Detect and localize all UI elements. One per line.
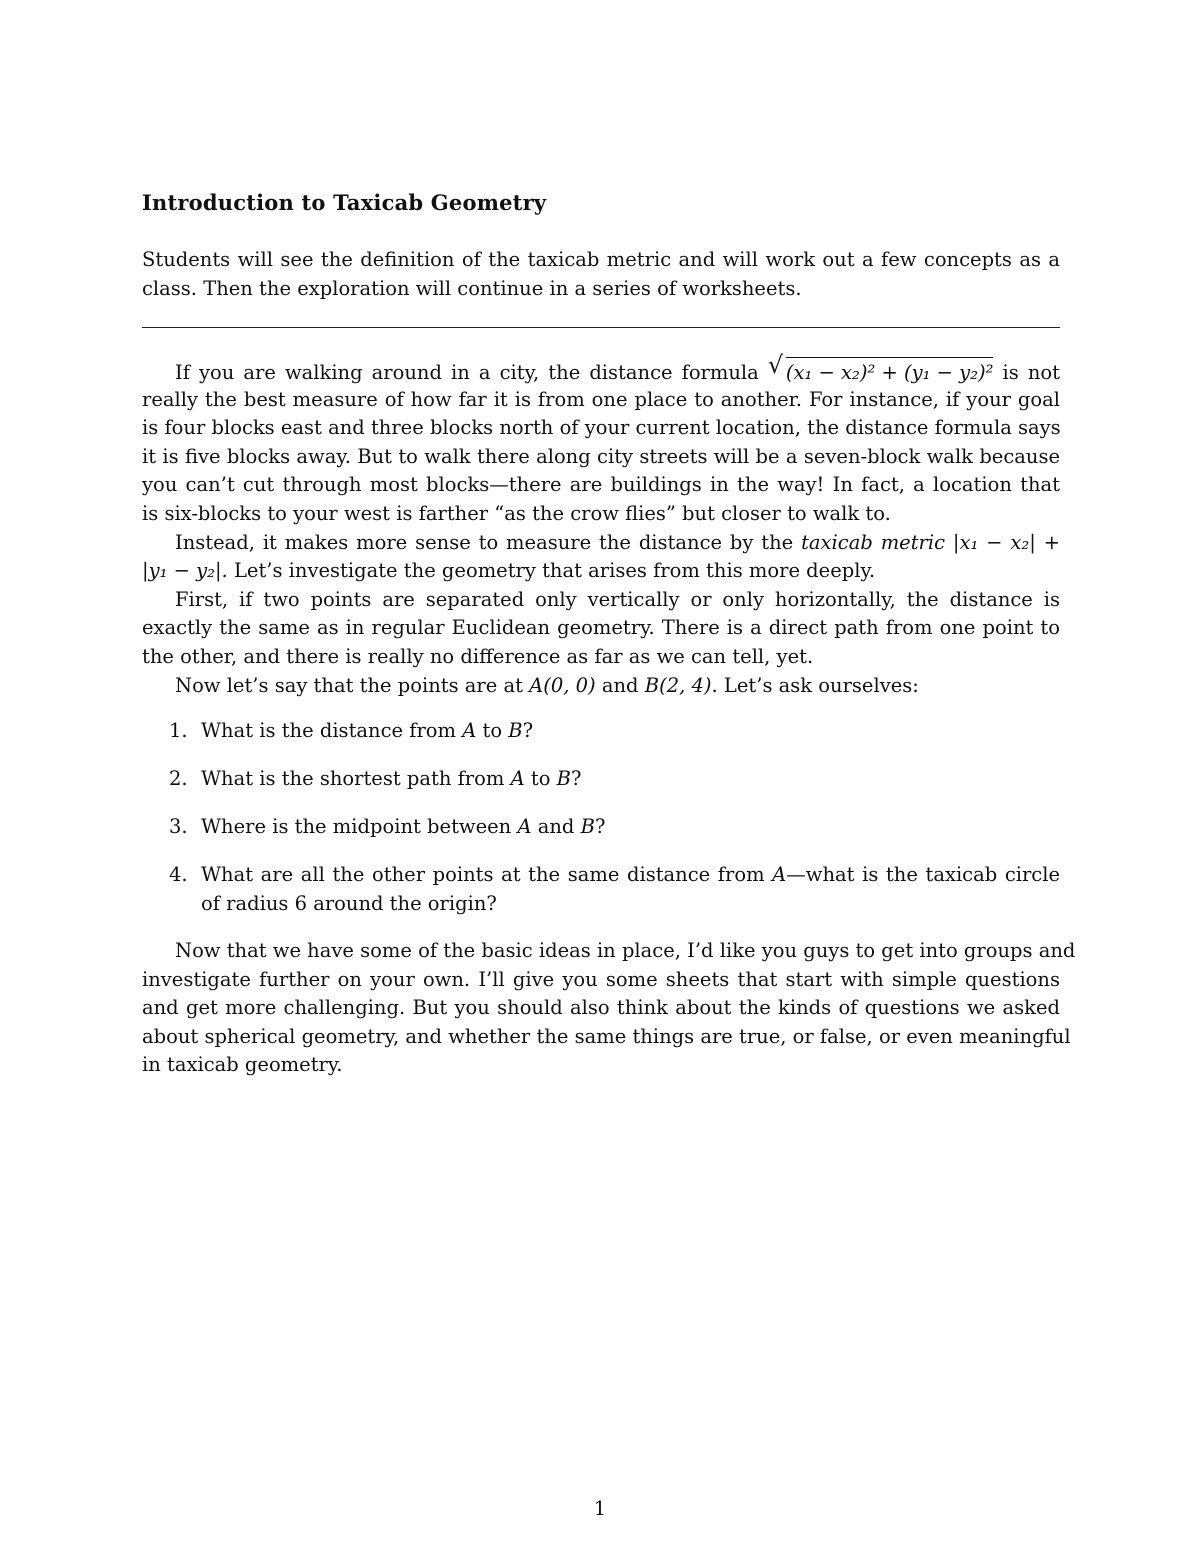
text-run: and <box>537 815 575 838</box>
text-run: If you are walking around in a city, the distance formula <box>175 361 759 384</box>
paragraph-line: about spherical geometry, and whether the same things are true, or false, or even meaningful <box>142 1024 1071 1048</box>
paragraph-line: really the best measure of how far it is from one place to another. For instance, if your goal <box>142 387 1060 411</box>
text-run: is not <box>1002 361 1060 384</box>
paragraph-line <box>142 529 1060 558</box>
paragraph-line: is six-blocks to your west is farther “as the crow flies” but closer to walk to. <box>142 501 891 525</box>
paragraph-line: the other, and there is really no difference as far as we can tell, yet. <box>142 644 814 668</box>
point-label: B <box>508 719 523 742</box>
list-text <box>201 861 1060 918</box>
text-run: —what is the taxicab circle <box>786 863 1060 886</box>
list-line: of radius 6 around the origin? <box>201 891 497 915</box>
point-label: A <box>510 767 525 790</box>
list-number: 1. <box>169 719 188 742</box>
point-b: B(2, 4). <box>644 673 718 697</box>
abstract <box>142 246 1060 303</box>
formula-text: (x₁ − x₂)² + (y₁ − y₂)² <box>786 357 994 388</box>
paragraph-line <box>142 351 1060 386</box>
text-run: Instead, it makes more sense to measure the distance by the <box>175 530 794 554</box>
paragraph-line: First, if two points are separated only vertically or only horizontally, the distance is <box>175 587 1060 611</box>
text-run: and <box>601 673 639 697</box>
text-run: to <box>482 719 503 742</box>
abstract-line: class. Then the exploration will continue in a series of worksheets. <box>142 276 802 300</box>
radical-sign-icon: √ <box>767 351 784 379</box>
text-run: Now let’s say that the points are at <box>175 673 523 697</box>
text-run: ? <box>570 767 582 790</box>
text-run: Let’s ask ourselves: <box>723 673 919 697</box>
body-text <box>142 351 1061 700</box>
paragraph-line: and get more challenging. But you should also think about the kinds of questions we asked <box>142 996 1060 1020</box>
point-label: B <box>556 767 571 790</box>
text-run: What are all the other points at the same distance from <box>201 863 765 886</box>
paragraph-line: you can’t cut through most blocks—there are buildings in the way! In fact, a location that <box>142 473 1060 497</box>
list-line <box>201 861 1060 890</box>
paragraph-line: it is five blocks away. But to walk there along city streets will be a seven-block walk because <box>142 444 1060 468</box>
text-run: Where is the midpoint between <box>201 815 512 838</box>
emphasized-term: taxicab metric <box>801 530 946 554</box>
text-run: What is the shortest path from <box>201 767 505 790</box>
point-label: A <box>772 863 787 886</box>
taxicab-formula: |y₁ − y₂|. <box>142 559 228 583</box>
list-number: 2. <box>169 767 188 790</box>
list-number: 3. <box>169 815 188 838</box>
horizontal-rule <box>142 327 1060 328</box>
paragraph-line <box>142 672 1060 701</box>
text-run: What is the distance from <box>201 719 457 742</box>
paragraph-line: investigate further on your own. I’ll give you some sheets that start with simple questions <box>142 967 1060 991</box>
text-run: ? <box>522 719 534 742</box>
page-title: Introduction to Taxicab Geometry <box>142 190 547 215</box>
list-text <box>201 717 1060 746</box>
paragraph-line <box>142 557 1060 586</box>
paragraph-line: in taxicab geometry. <box>142 1053 343 1077</box>
point-a: A(0, 0) <box>529 673 596 697</box>
closing-paragraph <box>142 937 1076 1080</box>
taxicab-formula: |x₁ − x₂| + <box>952 530 1060 554</box>
list-text <box>201 813 1060 842</box>
text-run: Let’s investigate the geometry that arises from this more deeply. <box>233 559 876 583</box>
distance-formula <box>767 351 994 388</box>
list-number: 4. <box>169 863 188 886</box>
point-label: B <box>580 815 595 838</box>
paragraph-line: exactly the same as in regular Euclidean geometry. There is a direct path from one point to <box>142 616 1060 640</box>
list-text <box>201 765 1060 794</box>
paragraph-line: Now that we have some of the basic ideas in place, I’d like you guys to get into groups and <box>175 939 1076 962</box>
abstract-line: Students will see the definition of the taxicab metric and will work out a few concepts as a <box>142 248 1060 271</box>
text-run: ? <box>594 815 606 838</box>
point-label: A <box>517 815 532 838</box>
point-label: A <box>462 719 477 742</box>
page-number: 1 <box>593 1497 607 1520</box>
text-run: to <box>530 767 551 790</box>
paragraph-line: is four blocks east and three blocks north of your current location, the distance formula says <box>142 416 1061 440</box>
